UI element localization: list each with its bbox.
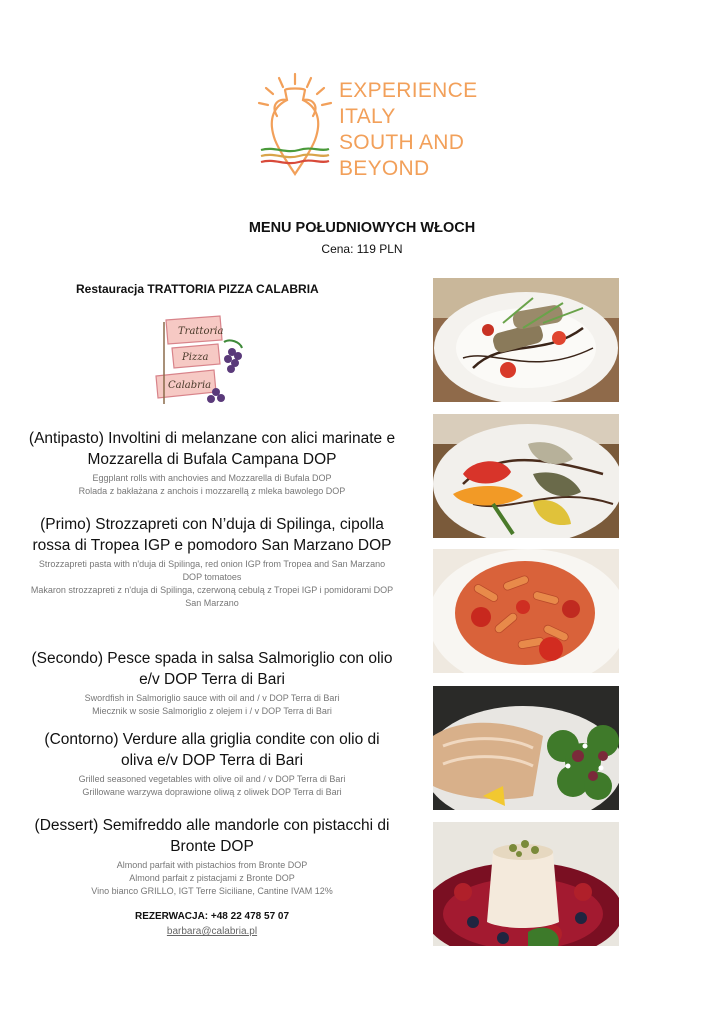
pasta-photo bbox=[433, 549, 619, 673]
course-polish: Rolada z bakłażana z anchois i mozzarellą z mleka bawolego DOP bbox=[78, 486, 346, 496]
swordfish-photo bbox=[433, 686, 619, 810]
amphora-sun-icon bbox=[255, 70, 335, 180]
course-english: Eggplant rolls with anchovies and Mozzarella di Bufala DOP bbox=[92, 473, 332, 483]
logo-line: BEYOND bbox=[339, 157, 430, 180]
wine-pairing: Vino bianco GRILLO, IGT Terre Siciliane, Cantine IVAM 12% bbox=[91, 886, 333, 896]
course-secondo bbox=[28, 648, 396, 718]
course-contorno bbox=[28, 729, 396, 799]
reservation-phone: REZERWACJA: +48 22 478 57 07 bbox=[134, 911, 290, 922]
logo-text bbox=[339, 78, 477, 182]
menu-title: MENU POŁUDNIOWYCH WŁOCH bbox=[248, 220, 476, 236]
course-title: (Dessert) Semifreddo alle mandorle con pistacchi di Bronte DOP bbox=[34, 817, 390, 855]
course-english: Strozzapreti pasta with n'duja di Spilinga, red onion IGP from Tropea and San Marzano DOP tomatoes bbox=[38, 559, 386, 582]
email-link[interactable]: barbara@calabria.pl bbox=[166, 926, 258, 937]
course-polish: Almond parfait z pistacjami z Bronte DOP bbox=[129, 873, 295, 883]
course-dessert bbox=[28, 815, 396, 898]
course-polish: Grillowane warzywa doprawione oliwą z oliwek DOP Terra di Bari bbox=[82, 787, 342, 797]
course-polish: Miecznik w sosie Salmoriglio z olejem i / v DOP Terra di Bari bbox=[92, 706, 332, 716]
badge-text: Calabria bbox=[168, 380, 212, 391]
logo-line: ITALY bbox=[339, 105, 396, 128]
badge-text: Trattoria bbox=[178, 326, 224, 337]
experience-italy-logo bbox=[255, 70, 478, 185]
course-title: (Contorno) Verdure alla griglia condite con olio di oliva e/v DOP Terra di Bari bbox=[44, 731, 380, 769]
logo-line: EXPERIENCE bbox=[339, 79, 478, 102]
trattoria-badge bbox=[148, 312, 248, 410]
course-primo bbox=[28, 514, 396, 610]
course-title: (Primo) Strozzapreti con N’duja di Spilinga, cipolla rossa di Tropea IGP e pomodoro San Marzano DOP bbox=[32, 516, 392, 554]
menu-price: Cena: 119 PLN bbox=[321, 242, 403, 256]
course-antipasto bbox=[28, 428, 396, 498]
course-title: (Secondo) Pesce spada in salsa Salmoriglio con olio e/v DOP Terra di Bari bbox=[31, 650, 393, 688]
course-english: Almond parfait with pistachios from Bronte DOP bbox=[116, 860, 308, 870]
logo-line: SOUTH AND bbox=[339, 131, 465, 154]
restaurant-name: Restauracja TRATTORIA PIZZA CALABRIA bbox=[76, 282, 319, 296]
eggplant-rolls-photo bbox=[433, 278, 619, 402]
grilled-vegetables-photo bbox=[433, 414, 619, 538]
course-english: Grilled seasoned vegetables with olive oil and / v DOP Terra di Bari bbox=[78, 774, 346, 784]
course-english: Swordfish in Salmoriglio sauce with oil and / v DOP Terra di Bari bbox=[84, 693, 340, 703]
semifreddo-photo bbox=[433, 822, 619, 946]
badge-text: Pizza bbox=[182, 352, 209, 363]
course-polish: Makaron strozzapreti z n'duja di Spilinga, czerwoną cebulą z Tropei IGP i pomidorami DOP San Marzano bbox=[30, 585, 394, 608]
course-title: (Antipasto) Involtini di melanzane con alici marinate e Mozzarella di Bufala Campana DOP bbox=[28, 430, 396, 468]
